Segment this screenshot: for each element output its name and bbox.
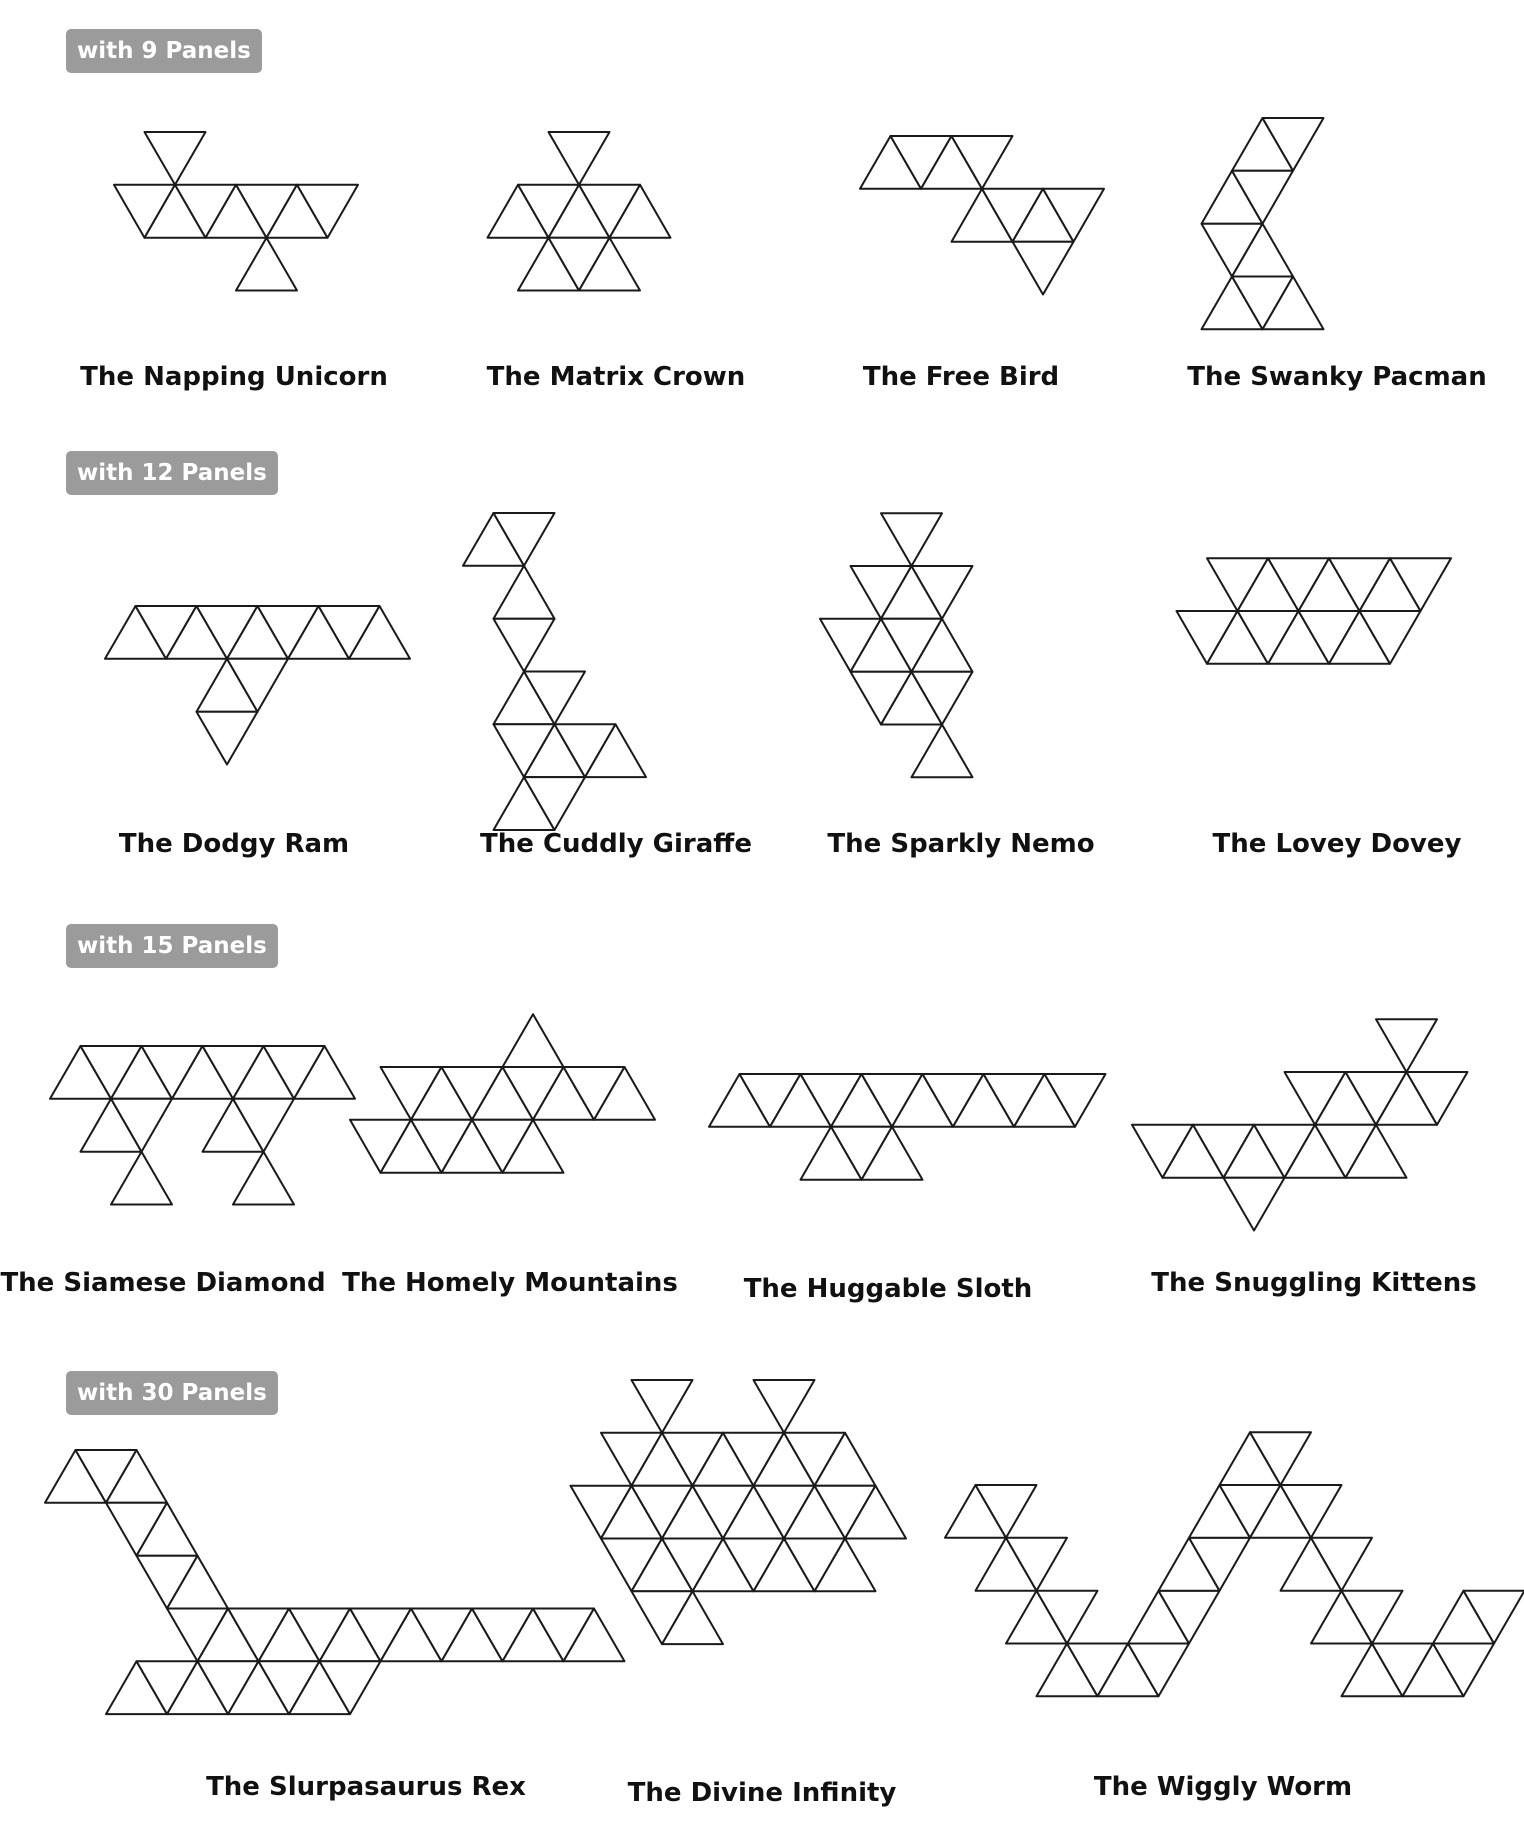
section-badge-12: with 12 Panels	[66, 451, 278, 495]
caption-sparkly-nemo: The Sparkly Nemo	[827, 829, 1095, 859]
caption-swanky-pacman: The Swanky Pacman	[1187, 362, 1487, 392]
triangle-panel	[1376, 1019, 1437, 1072]
triangle-panel	[145, 132, 206, 185]
caption-slurpasaurus-rex: The Slurpasaurus Rex	[206, 1772, 526, 1802]
caption-matrix-crown: The Matrix Crown	[486, 362, 746, 392]
caption-free-bird: The Free Bird	[862, 362, 1060, 392]
shape-dodgy-ram	[105, 606, 410, 765]
caption-dodgy-ram: The Dodgy Ram	[118, 829, 350, 859]
shape-siamese-diamond	[50, 1046, 355, 1205]
caption-lovey-dovey: The Lovey Dovey	[1212, 829, 1462, 859]
caption-cuddly-giraffe: The Cuddly Giraffe	[480, 829, 752, 859]
triangle-panel	[494, 566, 555, 619]
shape-cuddly-giraffe	[463, 513, 646, 830]
section-badge-15: with 15 Panels	[66, 924, 278, 968]
triangle-panel	[236, 238, 297, 291]
shape-sparkly-nemo	[820, 513, 973, 777]
caption-snuggling-kittens: The Snuggling Kittens	[1151, 1268, 1477, 1298]
section-badge-9: with 9 Panels	[66, 29, 262, 73]
shape-lovey-dovey	[1177, 558, 1452, 664]
shape-swanky-pacman	[1202, 118, 1324, 329]
triangle-panel	[197, 712, 258, 765]
shape-snuggling-kittens	[1132, 1019, 1468, 1230]
triangle-panel	[632, 1380, 693, 1433]
triangle-panel	[881, 513, 942, 566]
triangle-panel	[503, 1014, 564, 1067]
shape-free-bird	[860, 136, 1104, 295]
shape-homely-mountains	[350, 1014, 655, 1172]
shape-napping-unicorn	[114, 132, 358, 291]
triangle-panel	[1013, 242, 1074, 295]
triangle-panel	[549, 132, 610, 185]
shape-matrix-crown	[488, 132, 671, 291]
shape-huggable-sloth	[709, 1074, 1106, 1180]
shape-slurpasaurus-rex	[45, 1450, 625, 1714]
caption-siamese-diamond: The Siamese Diamond	[0, 1268, 326, 1298]
caption-divine-infinity: The Divine Infinity	[627, 1778, 897, 1808]
triangle-panel	[912, 725, 973, 778]
section-badge-30: with 30 Panels	[66, 1371, 278, 1415]
caption-wiggly-worm: The Wiggly Worm	[1093, 1772, 1353, 1802]
triangle-panel	[754, 1380, 815, 1433]
shape-wiggly-worm	[945, 1432, 1524, 1696]
triangle-panel	[111, 1152, 172, 1205]
caption-napping-unicorn: The Napping Unicorn	[80, 362, 388, 392]
caption-huggable-sloth: The Huggable Sloth	[743, 1274, 1033, 1304]
triangle-panel	[1224, 1178, 1285, 1231]
triangle-panel	[494, 619, 555, 672]
shape-divine-infinity	[571, 1380, 907, 1644]
caption-homely-mountains: The Homely Mountains	[342, 1268, 678, 1298]
triangle-panel	[233, 1152, 294, 1205]
